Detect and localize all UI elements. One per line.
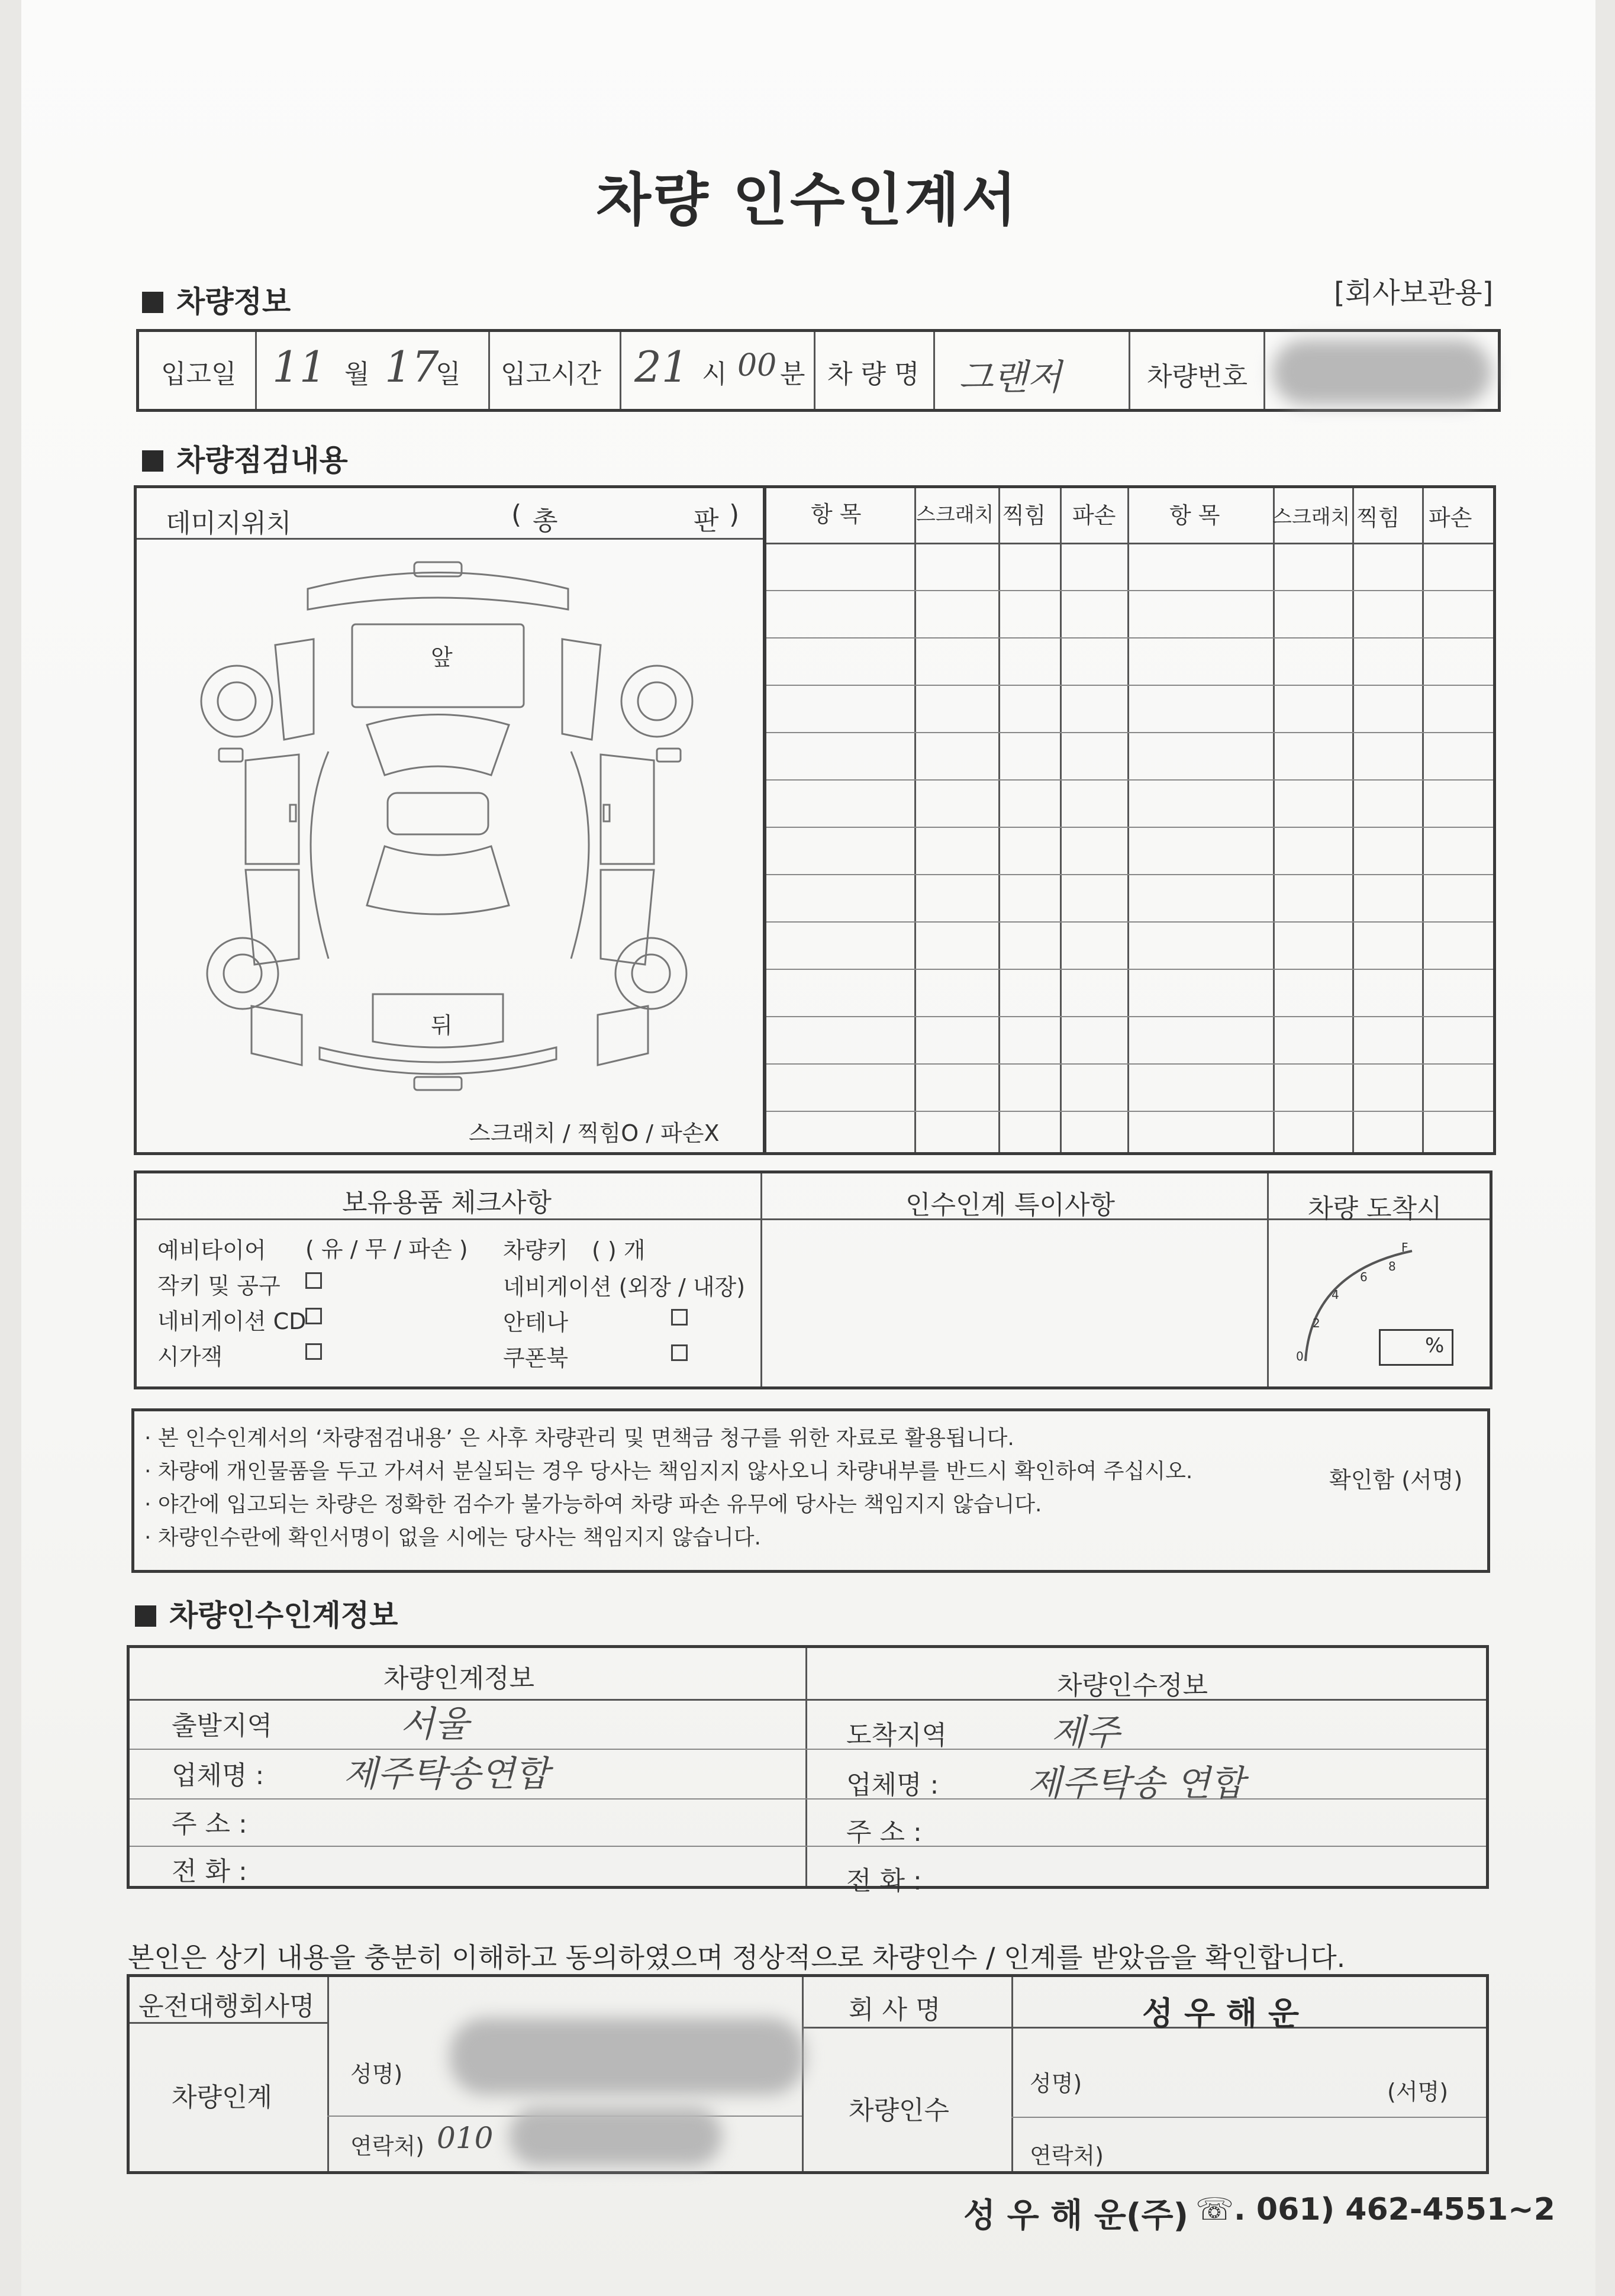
arrive-label: 도착지역 bbox=[846, 1720, 947, 1750]
address-label-left: 주 소 : bbox=[172, 1809, 247, 1839]
fuel-mark-6: 6 bbox=[1360, 1270, 1368, 1284]
entry-month-value: 11 bbox=[272, 342, 327, 392]
section-vehicle-info: 차량정보 bbox=[142, 278, 291, 321]
car-key-count: ( ) 개 bbox=[592, 1237, 646, 1263]
entry-date-label: 입고일 bbox=[161, 359, 237, 389]
address-label-right: 주 소 : bbox=[846, 1817, 922, 1847]
handover-label: 차량인계 bbox=[172, 2082, 273, 2113]
phone-label-right: 전 화 : bbox=[846, 1866, 922, 1896]
fuel-percent-unit: % bbox=[1425, 1334, 1445, 1357]
col-break-1: 파손 bbox=[1072, 502, 1116, 528]
takeover-label: 차량인수 bbox=[849, 2095, 950, 2126]
cigar-jack-label: 시가잭 bbox=[157, 1344, 223, 1370]
arrival-header: 차량 도착시 bbox=[1308, 1194, 1442, 1224]
document-title: 차량 인수인계서 bbox=[596, 167, 1019, 233]
company-copy-tag: [회사보관용] bbox=[1334, 276, 1494, 309]
spare-tire-options: ( 유 / 무 / 파손 ) bbox=[305, 1236, 468, 1262]
company-name-label: 회 사 명 bbox=[849, 1995, 941, 2025]
col-dent-2: 찍힘 bbox=[1356, 505, 1400, 531]
col-scratch-2: 스크래치 bbox=[1272, 505, 1350, 529]
fuel-mark-0: 0 bbox=[1296, 1349, 1304, 1363]
entry-hour-value: 21 bbox=[634, 342, 689, 392]
col-break-2: 파손 bbox=[1429, 505, 1472, 531]
nav-cd-label: 네비게이션 CD bbox=[157, 1308, 307, 1334]
day-label: 일 bbox=[436, 359, 461, 389]
nav-cd-checkbox[interactable] bbox=[305, 1308, 322, 1324]
takeover-header: 차량인수정보 bbox=[1057, 1671, 1208, 1701]
damage-header-label: 데미지위치 bbox=[166, 508, 292, 538]
check-table bbox=[763, 485, 1496, 1155]
company-value-right: 제주탁송 연합 bbox=[1027, 1763, 1245, 1804]
damage-header-close: ) bbox=[729, 499, 740, 530]
takeover-contact-label: 연락처) bbox=[1030, 2143, 1104, 2169]
section-transfer: 차량인수인계정보 bbox=[135, 1592, 398, 1634]
arrive-value: 제주 bbox=[1051, 1712, 1120, 1753]
month-label: 월 bbox=[344, 359, 370, 389]
damage-legend: 스크래치 / 찍힘O / 파손X bbox=[469, 1120, 720, 1146]
damage-header-mid2: 판 bbox=[694, 506, 719, 536]
coupon-book-label: 쿠폰북 bbox=[503, 1345, 569, 1371]
handover-contact-value: 010 bbox=[437, 2121, 494, 2155]
navigation-label: 네비게이션 (외장 / 내장) bbox=[503, 1274, 746, 1300]
notes-header: 인수인계 특이사항 bbox=[905, 1190, 1116, 1220]
redacted-handover-name bbox=[450, 2018, 805, 2095]
depart-value: 서울 bbox=[400, 1704, 469, 1745]
spare-tire-label: 예비타이어 bbox=[157, 1237, 266, 1263]
entry-day-value: 17 bbox=[385, 342, 439, 392]
footer-phone: ☏. 061) 462-4551~2 bbox=[1195, 2192, 1555, 2227]
company-label-left: 업체명 : bbox=[172, 1760, 265, 1791]
footer-company: 성 우 해 운(주) bbox=[963, 2197, 1189, 2235]
company-value-left: 제주탁송연합 bbox=[343, 1753, 549, 1795]
car-name-label: 차 량 명 bbox=[827, 359, 920, 389]
hour-label: 시 bbox=[702, 359, 727, 389]
col-item-1: 항 목 bbox=[811, 501, 862, 527]
section-inspection: 차량점검내용 bbox=[142, 437, 348, 479]
agency-name-label: 운전대행회사명 bbox=[138, 1991, 315, 2021]
company-name-value: 성 우 해 운 bbox=[1142, 1995, 1300, 2032]
minute-label: 분 bbox=[780, 359, 805, 389]
fuel-mark-8: 8 bbox=[1388, 1259, 1396, 1273]
car-name-value: 그랜저 bbox=[959, 357, 1062, 398]
antenna-checkbox[interactable] bbox=[671, 1309, 688, 1326]
phone-label-left: 전 화 : bbox=[172, 1856, 247, 1887]
fuel-mark-2: 2 bbox=[1313, 1316, 1320, 1330]
handover-contact-label: 연락처) bbox=[350, 2133, 424, 2159]
takeover-name-label: 성명) bbox=[1030, 2071, 1082, 2097]
car-number-label: 차량번호 bbox=[1147, 362, 1248, 392]
damage-header-open: ( bbox=[511, 499, 522, 530]
col-item-2: 항 목 bbox=[1169, 502, 1220, 528]
confirm-signature: 확인함 (서명) bbox=[1329, 1467, 1463, 1493]
redacted-car-number bbox=[1272, 340, 1491, 405]
col-scratch-1: 스크래치 bbox=[916, 503, 994, 527]
jack-tools-checkbox[interactable] bbox=[305, 1272, 322, 1289]
items-notes-arrival-box bbox=[134, 1170, 1492, 1389]
antenna-label: 안테나 bbox=[503, 1310, 569, 1336]
agreement-text: 본인은 상기 내용을 충분히 이해하고 동의하였으며 정상적으로 차량인수 / 인계를 받았음을 확인합니다. bbox=[128, 1942, 1346, 1973]
entry-time-label: 입고시간 bbox=[501, 359, 602, 389]
damage-header-mid1: 총 bbox=[533, 506, 558, 536]
handover-header: 차량인계정보 bbox=[383, 1663, 535, 1694]
handover-name-label: 성명) bbox=[350, 2061, 403, 2087]
col-dent-1: 찍힘 bbox=[1002, 502, 1046, 528]
company-label-right: 업체명 : bbox=[846, 1770, 939, 1800]
transfer-table bbox=[127, 1645, 1489, 1889]
cigar-jack-checkbox[interactable] bbox=[305, 1343, 322, 1360]
fuel-mark-full: F bbox=[1401, 1240, 1408, 1255]
car-key-label: 차량키 bbox=[503, 1237, 569, 1263]
notice-line-1: · 본 인수인계서의 ‘차량점검내용’ 은 사후 차량관리 및 면책금 청구를 위한 자료로 활용됩니다. bbox=[144, 1426, 1014, 1450]
front-label: 앞 bbox=[431, 644, 453, 670]
notice-line-3: · 야간에 입고되는 차량은 정확한 검수가 불가능하여 차량 파손 유무에 당사는 책임지지 않습니다. bbox=[144, 1492, 1042, 1517]
redacted-handover-contact bbox=[509, 2107, 722, 2166]
entry-minute-value: 00 bbox=[737, 348, 777, 383]
items-header: 보유용품 체크사항 bbox=[342, 1188, 552, 1218]
coupon-book-checkbox[interactable] bbox=[671, 1344, 688, 1361]
jack-tools-label: 작키 및 공구 bbox=[157, 1273, 281, 1299]
depart-label: 출발지역 bbox=[172, 1711, 273, 1741]
notice-line-2: · 차량에 개인물품을 두고 가셔서 분실되는 경우 당사는 책임지지 않사오니 차량내부를 반드시 확인하여 주십시오. bbox=[144, 1459, 1193, 1484]
notice-line-4: · 차량인수란에 확인서명이 없을 시에는 당사는 책임지지 않습니다. bbox=[144, 1526, 761, 1550]
fuel-mark-4: 4 bbox=[1332, 1288, 1339, 1302]
rear-label: 뒤 bbox=[431, 1012, 453, 1039]
takeover-sign-label: (서명) bbox=[1387, 2079, 1449, 2105]
